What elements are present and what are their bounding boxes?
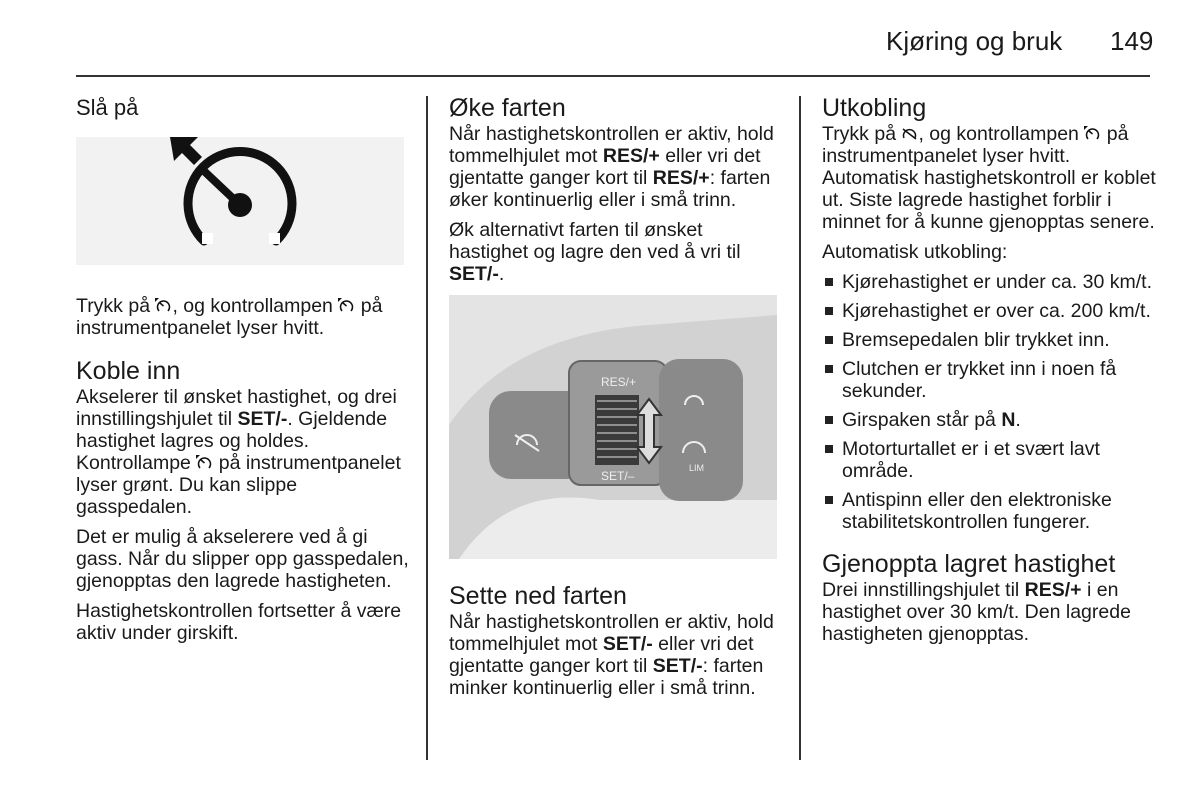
paragraph-girskift: Hastighetskontrollen fortsetter å være aktiv under girskift.: [76, 600, 402, 644]
paragraph-sette-ned: Når hastighetskontrollen er aktiv, hold tommelhjulet mot SET/- eller vri det gjentatte ganger kort til SET/-: farten minker kontinuerlig eller i små trinn.: [449, 611, 774, 699]
list-item: Bremsepedalen blir trykket inn.: [822, 329, 1156, 351]
paragraph-automatisk-utkobling: Automatisk utkobling:: [822, 241, 1008, 263]
page-header-title: Kjøring og bruk: [886, 26, 1063, 56]
list-item: Antispinn eller den elektroniske stabilitetskontrollen fungerer.: [822, 489, 1156, 533]
section-heading-koble-inn: Koble inn: [76, 357, 181, 385]
column-divider: [799, 96, 801, 760]
list-item: Girspaken står på N.: [822, 409, 1156, 431]
steering-wheel-controls-figure: [449, 295, 777, 559]
list-item: Kjørehastighet er over ca. 200 km/t.: [822, 300, 1156, 322]
paragraph-oke-1: Når hastighetskontrollen er aktiv, hold tommelhjulet mot RES/+ eller vri det gjentatte ganger kort til RES/+: farten øker kontinuerlig eller i små trinn.: [449, 123, 774, 211]
speedometer-cruise-icon: [155, 298, 172, 313]
paragraph-akselerere: Det er mulig å akselerere ved å gi gass. Når du slipper opp gasspedalen, gjenopptas den lagrede hastigheten.: [76, 526, 409, 592]
list-item: Clutchen er trykket inn i noen få sekunder.: [822, 358, 1156, 402]
paragraph-utkobling: Trykk på , og kontrollampen på instrumentpanelet lyser hvitt. Automatisk hastighetskontroll er koblet ut. Siste lagrede hastighet forblir i minnet for å kunne gjenopptas senere.: [822, 123, 1156, 233]
paragraph-koble-inn: Akselerer til ønsket hastighet, og drei innstillingshjulet til SET/-. Gjeldende hastighet lagres og holdes. Kontrollampe på instrumentpanelet lyser grønt. Du kan slippe gasspedalen.: [76, 386, 401, 518]
header-rule: [76, 75, 1150, 77]
column-1: [76, 93, 410, 652]
speedometer-cruise-icon: [338, 298, 355, 313]
lim-label: LIM: [689, 463, 705, 473]
column-3: [822, 93, 1156, 653]
set-minus-label: SET/–: [601, 469, 635, 483]
speedometer-cruise-icon: [76, 137, 404, 265]
paragraph-gjenoppta: Drei innstillingshjulet til RES/+ i en hastighet over 30 km/t. Den lagrede hastigheten gjenopptas.: [822, 579, 1131, 645]
section-heading-gjenoppta: Gjenoppta lagret hastighet: [822, 550, 1116, 578]
paragraph-oke-2: Øk alternativt farten til ønsket hastighet og lagre den ved å vri til SET/-.: [449, 219, 741, 285]
column-divider: [426, 96, 428, 760]
paragraph-sla-pa: Trykk på , og kontrollampen på instrumentpanelet lyser hvitt.: [76, 295, 383, 339]
steering-wheel-illustration: [449, 295, 777, 559]
page-number: 149: [1110, 26, 1154, 56]
list-item: Motorturtallet er i et svært lavt område.: [822, 438, 1156, 482]
column-2: [449, 93, 783, 707]
res-plus-label: RES/+: [601, 375, 637, 389]
speedometer-cruise-icon: [1084, 126, 1101, 141]
section-heading-sette-ned: Sette ned farten: [449, 582, 627, 610]
cruise-cancel-icon: [901, 126, 918, 141]
auto-disengage-list: [822, 271, 1156, 533]
speedometer-cruise-icon: [196, 455, 213, 470]
list-item: Kjørehastighet er under ca. 30 km/t.: [822, 271, 1156, 293]
section-heading-sla-pa: Slå på: [76, 95, 139, 120]
section-heading-utkobling: Utkobling: [822, 94, 927, 122]
cruise-control-figure: [76, 137, 404, 265]
section-heading-oke-farten: Øke farten: [449, 94, 566, 122]
